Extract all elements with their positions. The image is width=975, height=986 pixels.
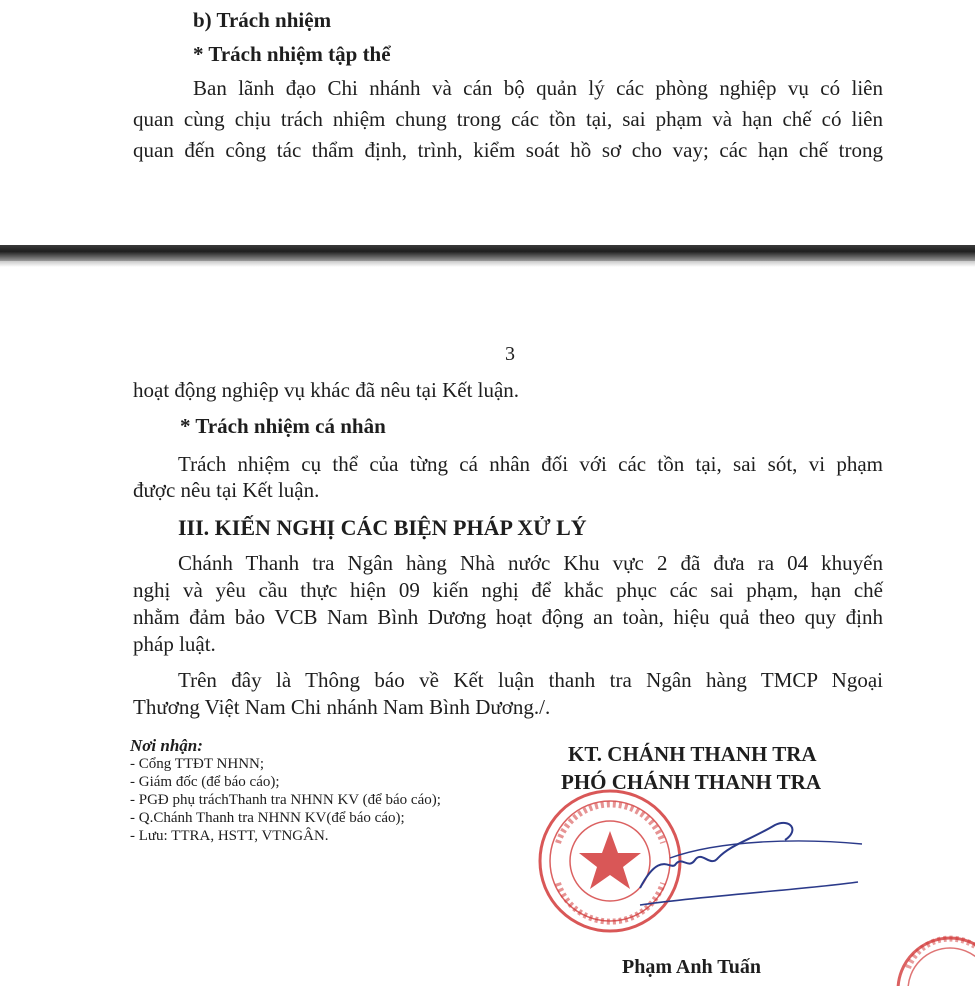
paragraph-line: nghị và yêu cầu thực hiện 09 kiến nghị để khắc phục các sai phạm, hạn chế [133, 578, 883, 602]
signature-title-2: PHÓ CHÁNH THANH TRA [561, 770, 821, 794]
paragraph-line: Trên đây là Thông báo về Kết luận thanh tra Ngân hàng TMCP Ngoại [178, 668, 883, 692]
paragraph-line: Trách nhiệm cụ thể của từng cá nhân đối với các tồn tại, sai sót, vi phạm [178, 452, 883, 476]
section-b-heading: b) Trách nhiệm [193, 8, 332, 32]
recipient-item: - Giám đốc (để báo cáo); [130, 774, 280, 790]
recipient-item: - PGĐ phụ tráchThanh tra NHNN KV (để báo cáo); [130, 792, 441, 808]
recipient-item: - Lưu: TTRA, HSTT, VTNGÂN. [130, 828, 329, 844]
paragraph-line: pháp luật. [133, 632, 216, 656]
recipient-item: - Q.Chánh Thanh tra NHNN KV(để báo cáo); [130, 810, 405, 826]
recipients-block [130, 737, 441, 845]
recipient-item: - Cổng TTĐT NHNN; [130, 756, 265, 772]
paragraph-line: nhằm đảm bảo VCB Nam Bình Dương hoạt động an toàn, hiệu quả theo quy định [133, 605, 883, 629]
section-3-heading: III. KIẾN NGHỊ CÁC BIỆN PHÁP XỬ LÝ [178, 515, 587, 540]
individual-responsibility-heading: * Trách nhiệm cá nhân [180, 414, 386, 438]
paragraph-line: quan đến công tác thẩm định, trình, kiểm soát hồ sơ cho vay; các hạn chế trong [133, 138, 883, 162]
paragraph-line: Thương Việt Nam Chi nhánh Nam Bình Dương./. [133, 695, 551, 719]
collective-responsibility-heading: * Trách nhiệm tập thể [193, 42, 391, 66]
page-number: 3 [505, 343, 515, 365]
paragraph-line: hoạt động nghiệp vụ khác đã nêu tại Kết luận. [133, 378, 520, 402]
signature-title-1: KT. CHÁNH THANH TRA [568, 742, 817, 766]
partial-seal-stamp [880, 928, 975, 986]
recipients-title: Nơi nhận: [130, 736, 203, 755]
signer-name: Phạm Anh Tuấn [622, 956, 761, 978]
paragraph-line: Chánh Thanh tra Ngân hàng Nhà nước Khu vực 2 đã đưa ra 04 khuyến [178, 551, 883, 575]
paragraph-line: quan cùng chịu trách nhiệm chung trong các tồn tại, sai phạm và hạn chế có liên [133, 107, 883, 131]
paragraph-line: Ban lãnh đạo Chi nhánh và cán bộ quản lý các phòng nghiệp vụ có liên [193, 76, 883, 100]
page-break-shadow [0, 261, 975, 267]
handwritten-signature [600, 810, 870, 930]
paragraph-line: được nêu tại Kết luận. [133, 478, 320, 502]
page-break-bar [0, 245, 975, 261]
